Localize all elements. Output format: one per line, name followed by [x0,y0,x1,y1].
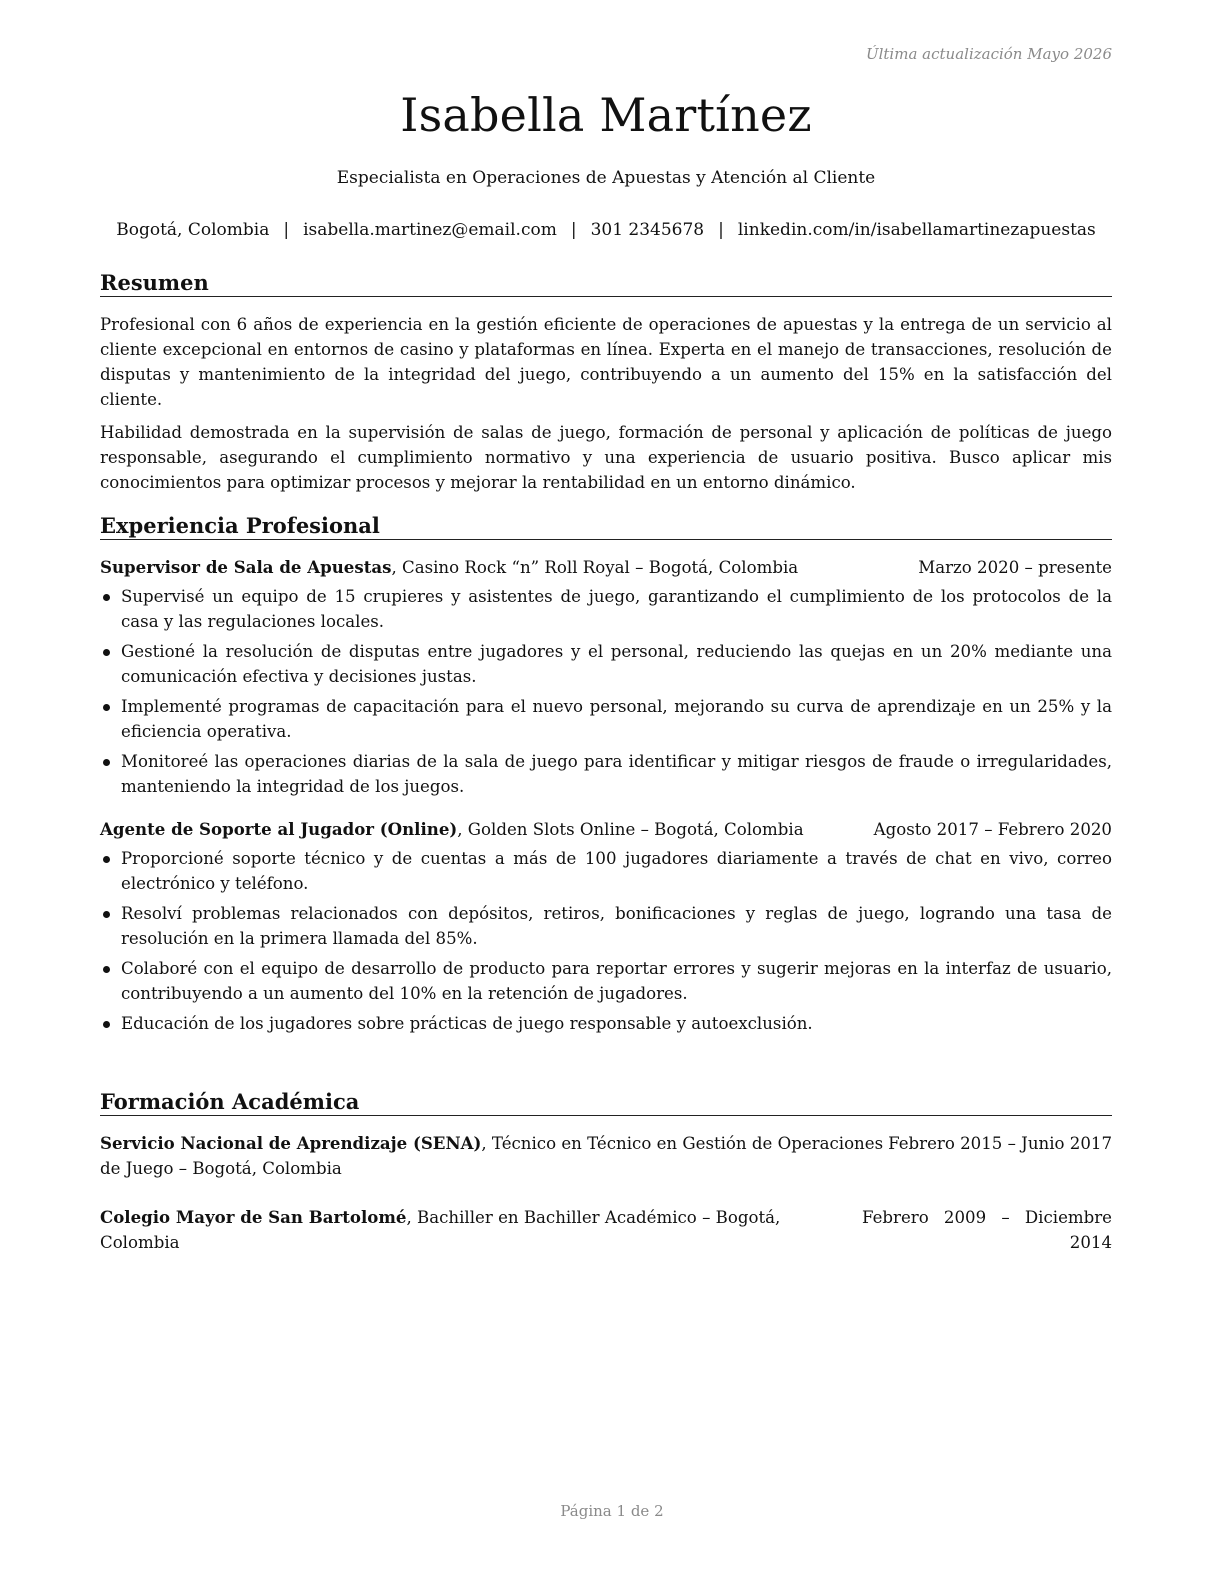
job-bullets [100,584,1112,799]
education-detail: , Bachiller en Bachiller Académico – Bogotá, Colombia [100,1208,781,1252]
job-header [100,817,1112,842]
contact-location: Bogotá, Colombia [116,220,270,240]
job-company: , Casino Rock “n” Roll Royal – Bogotá, Colombia [391,558,799,577]
job-bullets [100,846,1112,1036]
experience-section [100,513,1112,1041]
contact-separator: | [718,220,724,240]
last-updated: Última actualización Mayo 2026 [865,45,1112,63]
section-title-summary: Resumen [100,270,1112,297]
contact-phone: 301 2345678 [590,220,705,240]
contact-line [100,220,1112,240]
education-dates: Febrero 2015 – Junio 2017 [888,1134,1112,1153]
list-item: Colaboré con el equipo de desarrollo de producto para reportar errores y sugerir mejoras en la interfaz de usuario, contribuyendo a un aumento del 10% en la retención de jugadores. [100,956,1112,1006]
job-role: Supervisor de Sala de Apuestas [100,557,392,577]
education-dates: Febrero 2009 – Diciembre 2014 [862,1208,1112,1252]
list-item: Supervisé un equipo de 15 crupieres y asistentes de juego, garantizando el cumplimiento de los protocolos de la casa y las regulaciones locales. [100,584,1112,634]
resume-page [100,0,1112,1584]
section-title-education: Formación Académica [100,1089,1112,1116]
candidate-name: Isabella Martínez [400,88,812,142]
section-title-experience: Experiencia Profesional [100,513,1112,540]
education-entry [100,1131,1112,1181]
education-detail: , Técnico en Técnico en Gestión de Operaciones de Juego – Bogotá, Colombia [100,1134,884,1178]
summary-section [100,270,1112,495]
list-item: Monitoreé las operaciones diarias de la sala de juego para identificar y mitigar riesgos de fraude o irregularidades, manteniendo la integridad de los juegos. [100,749,1112,799]
list-item: Gestioné la resolución de disputas entre jugadores y el personal, reduciendo las quejas en un 20% mediante una comunicación efectiva y decisiones justas. [100,639,1112,689]
education-institution: Servicio Nacional de Aprendizaje (SENA) [100,1133,482,1153]
job-entry [100,555,1112,799]
job-dates: Marzo 2020 – presente [918,558,1112,577]
candidate-headline: Especialista en Operaciones de Apuestas y Atención al Cliente [336,168,876,188]
job-header [100,555,1112,580]
contact-separator: | [283,220,290,240]
contact-linkedin[interactable]: linkedin.com/in/isabellamartinezapuestas [737,220,1096,240]
list-item: Educación de los jugadores sobre prácticas de juego responsable y autoexclusión. [100,1011,1112,1036]
education-institution: Colegio Mayor de San Bartolomé [100,1207,407,1227]
job-entry [100,817,1112,1036]
list-item: Resolví problemas relacionados con depósitos, retiros, bonificaciones y reglas de juego, logrando una tasa de resolución en la primera llamada del 85%. [100,901,1112,951]
summary-paragraph: Habilidad demostrada en la supervisión de salas de juego, formación de personal y aplicación de políticas de juego responsable, asegurando el cumplimiento normativo y una experiencia de usuario positiva. Busco aplicar mis conocimientos para optimizar procesos y mejorar la rentabilidad en un entorno dinámico. [100,423,1112,492]
education-section [100,1089,1112,1255]
list-item: Proporcioné soporte técnico y de cuentas a más de 100 jugadores diariamente a través de chat en vivo, correo electrónico y teléfono. [100,846,1112,896]
contact-separator: | [570,220,577,240]
education-entry [100,1205,1112,1255]
job-company: , Golden Slots Online – Bogotá, Colombia [457,820,804,839]
page-number: Página 1 de 2 [560,1502,664,1520]
list-item: Implementé programas de capacitación para el nuevo personal, mejorando su curva de aprendizaje en un 25% y la eficiencia operativa. [100,694,1112,744]
job-role: Agente de Soporte al Jugador (Online) [100,819,458,839]
summary-paragraph: Profesional con 6 años de experiencia en la gestión eficiente de operaciones de apuestas y la entrega de un servicio al cliente excepcional en entornos de casino y plataformas en línea. Experta en el manejo de transacciones, resolución de disputas y mantenimiento de la integridad del juego, contribuyendo a un aumento del 15% en la satisfacción del cliente. [100,315,1112,409]
job-dates: Agosto 2017 – Febrero 2020 [873,820,1112,839]
contact-email[interactable]: isabella.martinez@email.com [303,220,557,240]
